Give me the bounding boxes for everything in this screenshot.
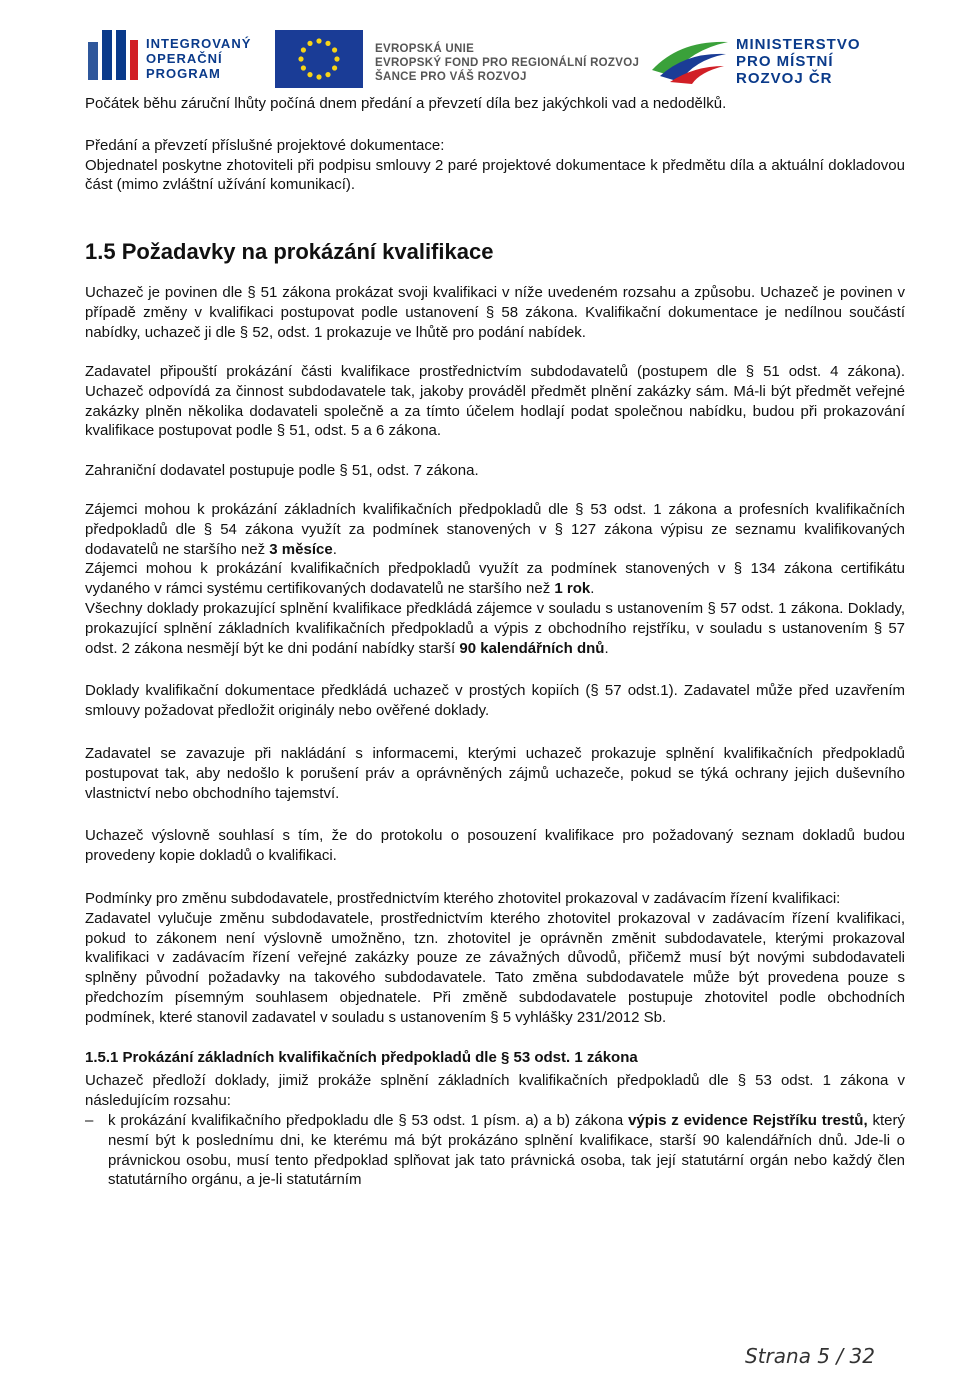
dash-bullet: – [85,1111,94,1129]
eu-flag-icon [275,30,363,88]
bold-text: 1 rok [554,580,591,598]
paragraph: Počátek běhu záruční lhůty počíná dnem předání a převzetí díla bez jakýchkoli vad a nedodělků. [85,95,727,112]
list-item [85,1111,905,1190]
eu-logo-line: EVROPSKÁ UNIE [375,43,475,55]
text-run: . [604,639,609,657]
eu-logo-line: ŠANCE PRO VÁŠ ROZVOJ [375,71,527,83]
paragraph: Zadavatel vylučuje změnu subdodavatele, prostřednictvím kterého zhotovitel prokazoval v zadávacím řízení kvalifikaci, pokud to zákonem není výslovně umožněno, tzn. zhotovitel je oprávněn změnit subdodavatele, kterými prokazoval kvalifikaci v zadávacím řízení veřejné zakázky pouze ze závažných důvodů, přičemž musí být novými subdodavateli splněny původní požadavky na takového subdodavatele. Tato změna subdodavatele může být provedena pouze s předchozím písemným souhlasem objednatele. Při změně subdodavatele postupuje zhotovitel podle obchodních podmínek, které stanovil zadavatel v souladu s ustanovením § 5 vyhlášky 231/2012 Sb. [85,909,905,1026]
page-content [85,94,905,1190]
paragraph: Uchazeč předloží doklady, jimiž prokáže splnění základních kvalifikačních předpokladů dle § 53 odst. 1 zákona v následujícím rozsahu: [85,1072,905,1110]
mmr-logo-line: MINISTERSTVO [736,36,861,53]
paragraph: Doklady kvalifikační dokumentace předkládá uchazeč v prostých kopiích (§ 57 odst.1). Zadavatel může před uzavřením smlouvy požadovat předložit originály nebo ověřené doklady. [85,682,905,720]
iop-logo-line: PROGRAM [146,66,221,81]
bold-text: výpis z evidence Rejstříku trestů, [628,1111,868,1129]
paragraph [85,136,905,195]
paragraph-heading-line: Předání a převzetí příslušné projektové dokumentace: [85,136,445,154]
subsection-title: 1.5.1 Prokázání základních kvalifikačních předpokladů dle § 53 odst. 1 zákona [85,1048,638,1066]
iop-logo-line: INTEGROVANÝ [146,36,252,51]
paragraph [85,559,905,599]
mmr-logo-line: ROZVOJ ČR [736,70,833,87]
paragraph: Zadavatel se zavazuje při nakládání s informacemi, kterými uchazeč prokazuje splnění kvalifikačních předpokladů postupovat tak, aby nedošlo k porušení práv a oprávněných zájmů uchazeče, pokud se týká ochrany jejich duševního vlastnictví nebo obchodního tajemství. [85,745,905,802]
paragraph [85,599,905,658]
text-run: Všechny doklady prokazující splnění kvalifikace předkládá zájemce v souladu s ustanovením § 57 odst. 1 zákona. Doklady, prokazující splnění základních kvalifikačních předpokladů a výpis z obchodního rejstříku, v souladu s ustanovením § 57 odst. 2 zákona nesmějí být ke dni podání nabídky starší [85,600,905,657]
paragraph: Uchazeč výslovně souhlasí s tím, že do protokolu o posouzení kvalifikace pro požadovaný seznam dokladů budou provedeny kopie dokladů o kvalifikaci. [85,827,905,865]
eu-logo-line: EVROPSKÝ FOND PRO REGIONÁLNÍ ROZVOJ [375,57,640,69]
text-run: Zájemci mohou k prokázání kvalifikačních předpokladů využít za podmínek stanovených v § 134 zákona certifikátu vydaného v rámci systému certifikovaných dodavatelů ne staršího než [85,560,905,598]
mmr-logo-line: PRO MÍSTNÍ [736,53,834,70]
eu-logo [275,30,645,90]
text-run: . [332,540,337,558]
section-title: 1.5 Požadavky na prokázání kvalifikace [85,239,494,265]
bold-text: 90 kalendářních dnů [459,639,605,657]
paragraph: Podmínky pro změnu subdodavatele, prostřednictvím kterého zhotovitel prokazoval v zadávacím řízení kvalifikaci: [85,890,841,908]
page-header [0,0,960,100]
paragraph: Zadavatel připouští prokázání části kvalifikace prostřednictvím subdodavatelů (postupem dle § 51 odst. 4 zákona). Uchazeč odpovídá za činnost subdodavatele tak, jakoby prováděl předmět plnění zakázky sám. Má-li být předmět veřejné zakázky plněn několika dodavateli společně a za tímto účelem hodlají podat společnou nabídku, budou při prokazování kvalifikace postupovat podle § 51, odst. 5 a 6 zákona. [85,363,905,440]
text-run: Zájemci mohou k prokázání základních kvalifikačních předpokladů dle § 53 odst. 1 zákona a profesních kvalifikačních předpokladů dle § 54 zákona využít za podmínek stanovených v § 127 zákona výpisu ze seznamu kvalifikovaných dodavatelů ne staršího než [85,501,905,558]
mmr-logo [650,30,880,90]
text-run: . [590,580,595,598]
mmr-logo-mark [650,32,730,84]
text-run: k prokázání kvalifikačního předpokladu dle § 53 odst. 1 písm. a) a b) zákona [108,1111,629,1129]
text-run: který nesmí být k poslednímu dni, ke kterému má být prokázáno splnění kvalifikace, starší 90 kalendářních dnů. Jde-li o právnickou osobu, musí tento předpoklad splňovat jak tato právnická osoba, tak její statutární orgán nebo každý člen statutárního orgánu, a je-li statutárním [108,1111,905,1189]
iop-logo [80,22,265,84]
iop-logo-line: OPERAČNÍ [146,51,223,66]
paragraph: Zahraniční dodavatel postupuje podle § 51, odst. 7 zákona. [85,461,479,479]
paragraph [85,500,905,559]
iop-logo-mark [80,22,142,84]
bold-text: 3 měsíce [269,540,333,558]
page-number: Strana 5 / 32 [745,1344,875,1368]
paragraph: Uchazeč je povinen dle § 51 zákona prokázat svoji kvalifikaci v níže uvedeném rozsahu a způsobu. Uchazeč je povinen v případě změny v kvalifikaci postupovat podle ustanovení § 58 zákona. Kvalifikační dokumentace je nedílnou součástí nabídky, uchazeč ji dle § 52, odst. 1 prokazuje ve lhůtě pro podání nabídek. [85,284,905,341]
paragraph-text: Objednatel poskytne zhotoviteli při podpisu smlouvy 2 paré projektové dokumentace k předmětu díla a aktuální dokladovou část (mimo zvláštní užívání komunikací). [85,156,905,194]
